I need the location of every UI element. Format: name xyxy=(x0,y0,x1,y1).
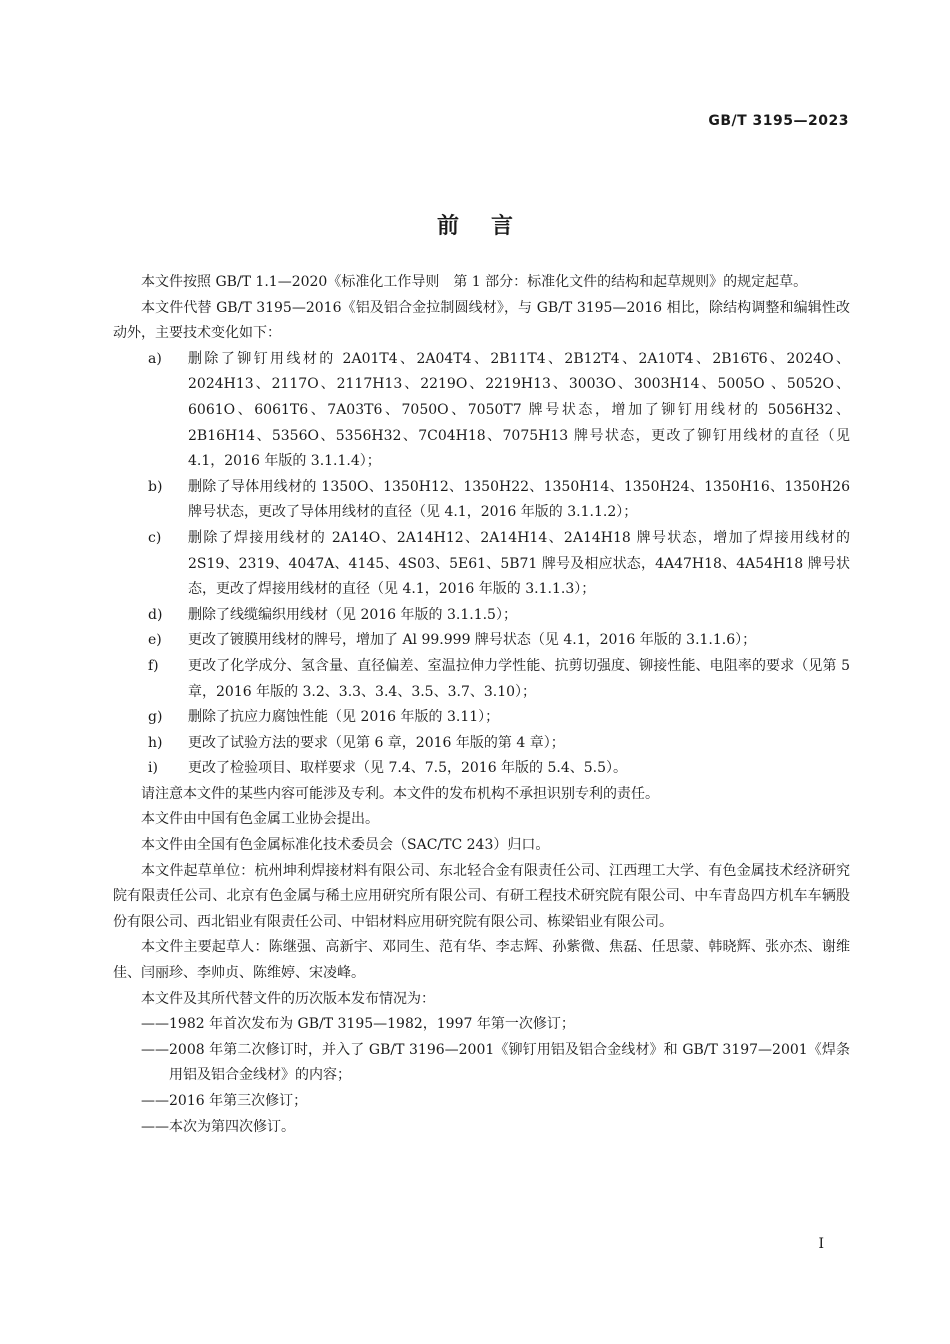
paragraph: 本文件由全国有色金属标准化技术委员会（SAC/TC 243）归口。 xyxy=(141,837,550,854)
list-item-label: g) xyxy=(148,709,163,726)
list-item-text: 删除了导体用线材的 1350O、1350H12、1350H22、1350H14、1350H24、1350H16、1350H26 牌号状态，更改了导体用线材的直径（见 4.1，2016 年版的 3.1.1.2）； xyxy=(188,478,850,521)
paragraph: 本文件代替 GB/T 3195—2016《铝及铝合金拉制圆线材》，与 GB/T 3195—2016 相比，除结构调整和编辑性改动外，主要技术变化如下： xyxy=(113,299,850,342)
list-item xyxy=(113,526,850,603)
list-item-label: e) xyxy=(148,632,162,649)
list-item xyxy=(113,1089,850,1115)
list-item-label: c) xyxy=(148,529,162,546)
list-item-dash: —— xyxy=(141,1016,169,1033)
list-item xyxy=(113,1012,850,1038)
drafting-units: 本文件起草单位：杭州坤利焊接材料有限公司、东北轻合金有限责任公司、江西理工大学、有色金属技术经济研究院有限责任公司、北京有色金属与稀土应用研究所有限公司、有研工程技术研究院有限公司、中车青岛四方机车车辆股份有限公司、西北铝业有限责任公司、中铝材料应用研究院有限公司、栋梁铝业有限公司。 xyxy=(113,862,850,930)
list-item xyxy=(113,1115,850,1141)
list-item-dash: —— xyxy=(141,1093,169,1109)
history-list xyxy=(113,1012,850,1140)
list-item-dash: —— xyxy=(141,1041,169,1058)
list-item-label: b) xyxy=(148,478,163,495)
list-item-text: 更改了镀膜用线材的牌号，增加了 Al 99.999 牌号状态（见 4.1，2016 年版的 3.1.1.6）； xyxy=(188,632,757,649)
drafters: 本文件主要起草人：陈继强、高新宇、邓同生、范有华、李志辉、孙紫微、焦磊、任思蒙、韩晓辉、张亦杰、谢维佳、闫丽珍、李帅贞、陈维婷、宋凌峰。 xyxy=(113,939,850,982)
changes-list xyxy=(113,347,850,782)
list-item-text: 删除了铆钉用线材的 2A01T4、2A04T4、2B11T4、2B12T4、2A10T4、2B16T6、2024O、2024H13、2117O、2117H13、2219O、2219H13、3003O、3003H14、5005O 、5052O、6061O、6061T6、7A03T6、7050O、7050T7 牌号状态，增加了铆钉用线材的 5056H32、2B16H14、5356O、5356H32、7C04H18、7075H13 牌号状态，更改了铆钉用线材的直径（见 4.1，2016 年版的 3.1.1.4）； xyxy=(188,350,850,470)
list-item xyxy=(113,347,850,475)
list-item-text: 本次为第四次修订。 xyxy=(169,1118,295,1135)
patent-notice: 请注意本文件的某些内容可能涉及专利。本文件的发布机构不承担识别专利的责任。 xyxy=(141,785,659,802)
list-item-dash: —— xyxy=(141,1118,169,1135)
list-item-text: 2016 年第三次修订； xyxy=(169,1093,308,1109)
list-item xyxy=(113,654,850,705)
paragraph: 本文件及其所代替文件的历次版本发布情况为： xyxy=(141,990,435,1007)
standard-number: GB/T 3195—2023 xyxy=(708,113,849,129)
list-item-text: 更改了检验项目、取样要求（见 7.4、7.5，2016 年版的 5.4、5.5）。 xyxy=(188,760,628,777)
list-item xyxy=(113,603,850,629)
list-item-label: f) xyxy=(148,657,159,674)
page-title: 前言 xyxy=(436,213,545,239)
page-number: I xyxy=(818,1236,824,1252)
list-item-label: d) xyxy=(148,606,163,623)
list-item-text: 1982 年首次发布为 GB/T 3195—1982，1997 年第一次修订； xyxy=(169,1016,575,1033)
paragraph: 本文件按照 GB/T 1.1—2020《标准化工作导则 第 1 部分：标准化文件的结构和起草规则》的规定起草。 xyxy=(141,274,808,290)
list-item xyxy=(113,731,850,757)
paragraph: 本文件由中国有色金属工业协会提出。 xyxy=(141,811,379,828)
list-item-label: a) xyxy=(148,350,162,367)
list-item-text: 更改了化学成分、氢含量、直径偏差、室温拉伸力学性能、抗剪切强度、铆接性能、电阻率的要求（见第 5 章，2016 年版的 3.2、3.3、3.4、3.5、3.7、3.10）； xyxy=(188,657,850,700)
foreword-body xyxy=(113,270,850,1140)
list-item xyxy=(113,1038,850,1089)
list-item-text: 更改了试验方法的要求（见第 6 章，2016 年版的第 4 章）； xyxy=(188,734,565,751)
list-item xyxy=(113,705,850,731)
list-item xyxy=(113,475,850,526)
list-item-label: i) xyxy=(148,760,158,777)
list-item-label: h) xyxy=(148,734,163,751)
list-item-text: 2008 年第二次修订时，并入了 GB/T 3196—2001《铆钉用铝及铝合金线材》和 GB/T 3197—2001《焊条用铝及铝合金线材》的内容； xyxy=(169,1041,850,1084)
list-item-text: 删除了线缆编织用线材（见 2016 年版的 3.1.1.5）； xyxy=(188,606,517,623)
list-item-text: 删除了焊接用线材的 2A14O、2A14H12、2A14H14、2A14H18 牌号状态，增加了焊接用线材的 2S19、2319、4047A、4145、4S03、5E61、5B71 牌号及相应状态，4A47H18、4A54H18 牌号状态，更改了焊接用线材的直径（见 4.1，2016 年版的 3.1.1.3）； xyxy=(188,529,850,598)
list-item xyxy=(113,756,850,782)
list-item-text: 删除了抗应力腐蚀性能（见 2016 年版的 3.11）； xyxy=(188,709,500,726)
list-item xyxy=(113,628,850,654)
